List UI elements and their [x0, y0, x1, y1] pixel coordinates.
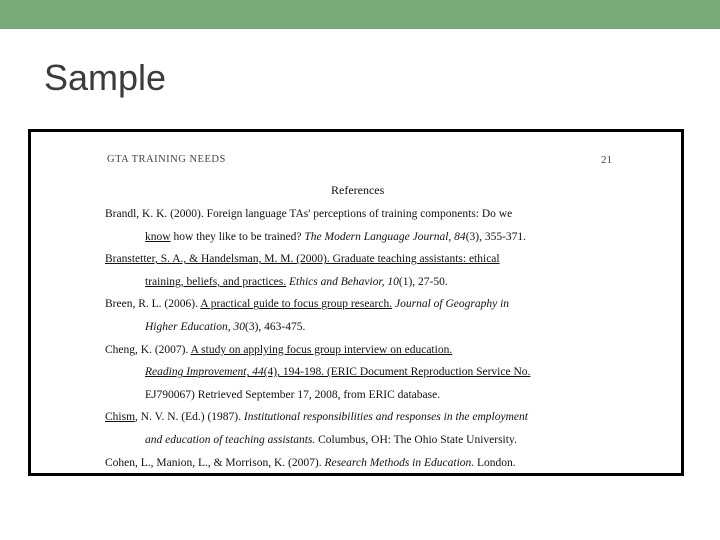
- reference-line: [105, 208, 512, 220]
- reference-text: (1), 27-50.: [398, 275, 448, 288]
- slide-title: Sample: [44, 57, 167, 98]
- reference-text: Institutional responsibilities and responses in the employment: [243, 411, 528, 424]
- reference-line: [105, 457, 516, 469]
- reference-line: [105, 411, 528, 423]
- reference-text: Ethics and Behavior, 10: [289, 275, 399, 288]
- reference-text: Branstetter, S. A., & Handelsman, M. M. (2000). Graduate teaching assistants: ethical: [105, 253, 500, 266]
- reference-text: Brandl, K. K. (2000). Foreign language TAs' perceptions of training components: Do we: [105, 208, 513, 220]
- reference-text: , N. V. N. (Ed.) (1987).: [135, 411, 244, 424]
- reference-line: [105, 344, 452, 356]
- reference-line: [145, 389, 440, 401]
- reference-line: [145, 276, 448, 288]
- reference-text: A practical guide to focus group research.: [200, 298, 393, 311]
- reference-line: [105, 298, 509, 310]
- document-image-frame: [28, 129, 684, 476]
- reference-text: Cheng, K. (2007).: [105, 343, 191, 356]
- reference-text: how they like to be trained?: [170, 230, 305, 243]
- reference-text: London.: [474, 456, 516, 469]
- reference-line: [145, 231, 526, 243]
- references-heading: References: [331, 183, 385, 197]
- reference-line: [145, 434, 517, 446]
- page-number: 21: [601, 154, 612, 166]
- reference-text: Journal of Geography in: [394, 298, 510, 311]
- reference-text: The Modern Language Journal, 84: [304, 230, 466, 243]
- reference-text: Research Methods in Education.: [324, 456, 475, 469]
- top-accent-bar: [0, 0, 720, 29]
- reference-text: Reading Improvement, 44: [145, 366, 264, 379]
- reference-text: A study on applying focus group interview on education.: [190, 343, 453, 356]
- reference-text: and education of teaching assistants.: [145, 434, 316, 446]
- reference-text: Chism: [105, 411, 136, 424]
- reference-text: EJ790067) Retrieved September 17, 2008, from ERIC database.: [145, 388, 441, 401]
- running-head: GTA TRAINING NEEDS: [107, 154, 226, 165]
- reference-text: (4), 194-198. (ERIC Document Reproduction Service No.: [263, 366, 531, 379]
- reference-text: know: [145, 230, 171, 243]
- reference-text: Cohen, L., Manion, L., & Morrison, K. (2007).: [105, 456, 325, 469]
- reference-text: Higher Education, 30: [145, 321, 245, 333]
- reference-text: Breen, R. L. (2006).: [105, 298, 201, 311]
- reference-text: Columbus, OH: The Ohio State University.: [315, 434, 517, 446]
- reference-text: (3), 463-475.: [244, 321, 306, 333]
- reference-line: [105, 253, 500, 265]
- reference-text: training, beliefs, and practices.: [145, 275, 287, 288]
- reference-page: [31, 132, 681, 473]
- reference-line: [145, 321, 305, 333]
- reference-line: [145, 366, 530, 378]
- reference-text: (3), 355-371.: [465, 230, 527, 243]
